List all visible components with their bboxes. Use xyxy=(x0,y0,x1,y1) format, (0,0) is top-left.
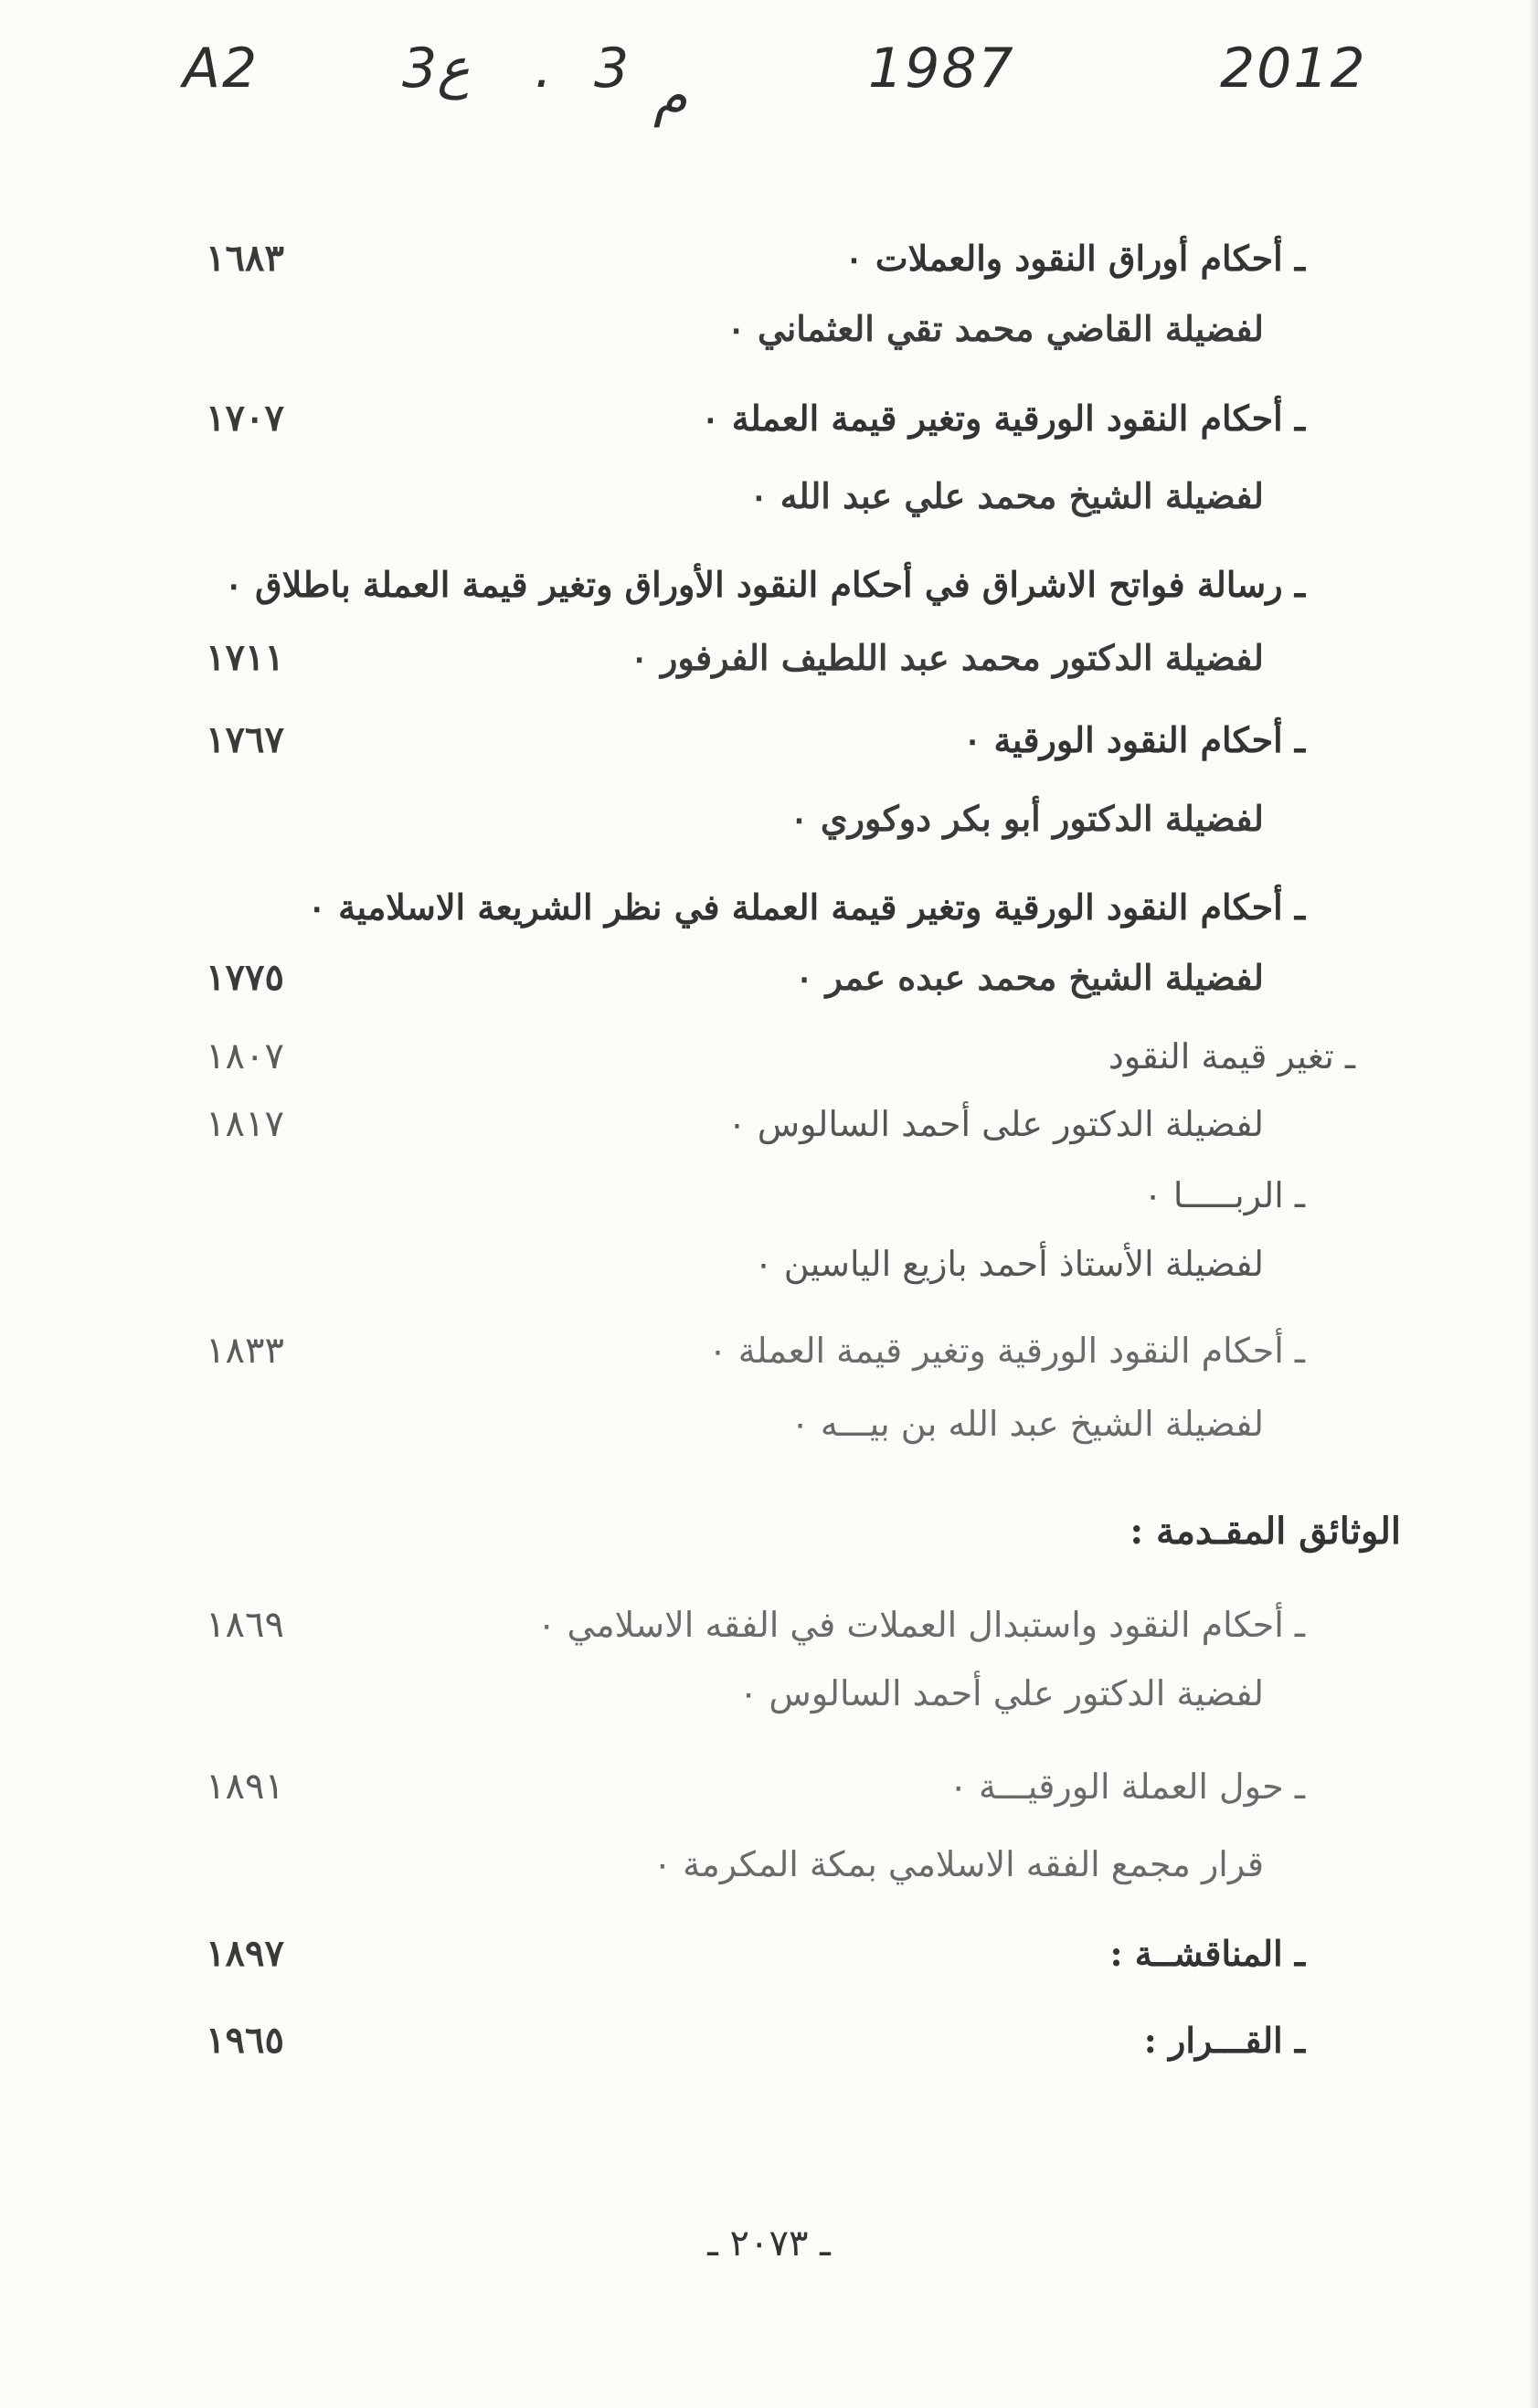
toc-entry xyxy=(0,1161,1538,1230)
entry-author: لفضية الدكتور علي أحمد السالوس ٠ xyxy=(738,1673,1264,1713)
entry-page-number: ١٨٣٣ xyxy=(206,1330,284,1372)
toc-entry-author xyxy=(0,623,1538,693)
entry-page-number: ١٨١٧ xyxy=(206,1103,284,1145)
toc-entry xyxy=(0,550,1538,620)
entry-title: ـ أحكام النقود واستبدال العملات في الفقه الاسلامي ٠ xyxy=(537,1605,1305,1645)
toc-entry-author xyxy=(0,1659,1538,1728)
entry-page-number: ١٩٦٥ xyxy=(206,2019,284,2062)
entry-author: لفضيلة الشيخ محمد عبده عمر ٠ xyxy=(794,957,1264,998)
toc-entry xyxy=(0,1316,1538,1385)
entry-title: ـ القـــرار : xyxy=(1143,2020,1305,2061)
toc-entry xyxy=(0,1752,1538,1821)
entry-title: ـ رسالة فواتح الاشراق في أحكام النقود الأوراق وتغير قيمة العملة باطلاق ٠ xyxy=(224,564,1305,605)
handwritten-extra: 2012 xyxy=(1220,37,1367,101)
handwritten-volume: 3ع xyxy=(402,37,470,101)
toc-entry xyxy=(0,384,1538,453)
entry-title: ـ أحكام النقود الورقية وتغير قيمة العملة ٠ xyxy=(708,1331,1305,1371)
entry-title: ـ أحكام أوراق النقود والعملات ٠ xyxy=(844,238,1305,279)
handwritten-era-mark: م xyxy=(653,64,688,128)
toc-entry-author xyxy=(0,784,1538,854)
toc-entry-author xyxy=(0,1830,1538,1899)
toc-entry-author xyxy=(0,1089,1538,1159)
entry-title: ـ أحكام النقود الورقية ٠ xyxy=(962,719,1305,760)
toc-entry xyxy=(0,873,1538,942)
handwritten-mark: A2 xyxy=(183,37,260,101)
handwritten-year: 1987 xyxy=(868,37,1015,101)
entry-title: ـ تغير قيمة النقود xyxy=(1108,1036,1355,1077)
section-heading: الوثائق المقـدمة : xyxy=(1130,1510,1401,1553)
entry-page-number: ١٨٠٧ xyxy=(206,1035,284,1077)
handwritten-dot: . xyxy=(535,37,555,101)
toc-entry-author xyxy=(0,461,1538,531)
entry-page-number: ١٧٠٧ xyxy=(206,397,284,440)
section-heading-row xyxy=(0,1497,1538,1566)
toc-entry xyxy=(0,1022,1538,1091)
entry-page-number: ١٨٦٩ xyxy=(206,1604,284,1646)
entry-author: قرار مجمع الفقه الاسلامي بمكة المكرمة ٠ xyxy=(652,1844,1264,1884)
entry-author: لفضيلة الدكتور أبو بكر دوكوري ٠ xyxy=(790,798,1264,839)
entry-page-number: ١٦٨٣ xyxy=(206,237,284,280)
toc-entry xyxy=(0,1590,1538,1660)
toc-entry-author xyxy=(0,943,1538,1013)
toc-entry-author xyxy=(0,294,1538,364)
entry-author: لفضيلة الأستاذ أحمد بازيع الياسين ٠ xyxy=(754,1244,1264,1284)
entry-page-number: ١٧١١ xyxy=(206,636,284,679)
entry-title: ـ الربـــــا ٠ xyxy=(1143,1175,1305,1215)
entry-page-number: ١٧٧٥ xyxy=(206,956,284,999)
toc-entry-author xyxy=(0,1389,1538,1459)
entry-author: لفضيلة الشيخ عبد الله بن بيـــه ٠ xyxy=(790,1404,1264,1444)
entry-author: لفضيلة القاضي محمد تقي العثماني ٠ xyxy=(727,308,1264,349)
toc-entry xyxy=(0,1919,1538,1989)
entry-title: ـ المناقشــة : xyxy=(1109,1933,1305,1974)
entry-page-number: ١٨٩٧ xyxy=(206,1932,284,1975)
toc-entry xyxy=(0,224,1538,293)
toc-entry-author xyxy=(0,1229,1538,1299)
entry-author: لفضيلة الشيخ محمد علي عبد الله ٠ xyxy=(749,475,1264,516)
entry-author: لفضيلة الدكتور محمد عبد اللطيف الفرفور ٠ xyxy=(630,637,1264,678)
entry-title: ـ أحكام النقود الورقية وتغير قيمة العملة في نظر الشريعة الاسلامية ٠ xyxy=(307,886,1305,928)
entry-title: ـ حول العملة الورقيـــة ٠ xyxy=(949,1766,1305,1807)
handwritten-part: 3 xyxy=(594,37,631,101)
entry-author: لفضيلة الدكتور على أحمد السالوس ٠ xyxy=(727,1104,1264,1144)
toc-entry xyxy=(0,2006,1538,2075)
page-number-footer: ـ ٢٠٧٣ ـ xyxy=(707,2222,831,2265)
toc-entry xyxy=(0,705,1538,775)
entry-page-number: ١٧٦٧ xyxy=(206,718,284,761)
entry-page-number: ١٨٩١ xyxy=(206,1766,284,1808)
entry-title: ـ أحكام النقود الورقية وتغير قيمة العملة ٠ xyxy=(701,398,1305,439)
